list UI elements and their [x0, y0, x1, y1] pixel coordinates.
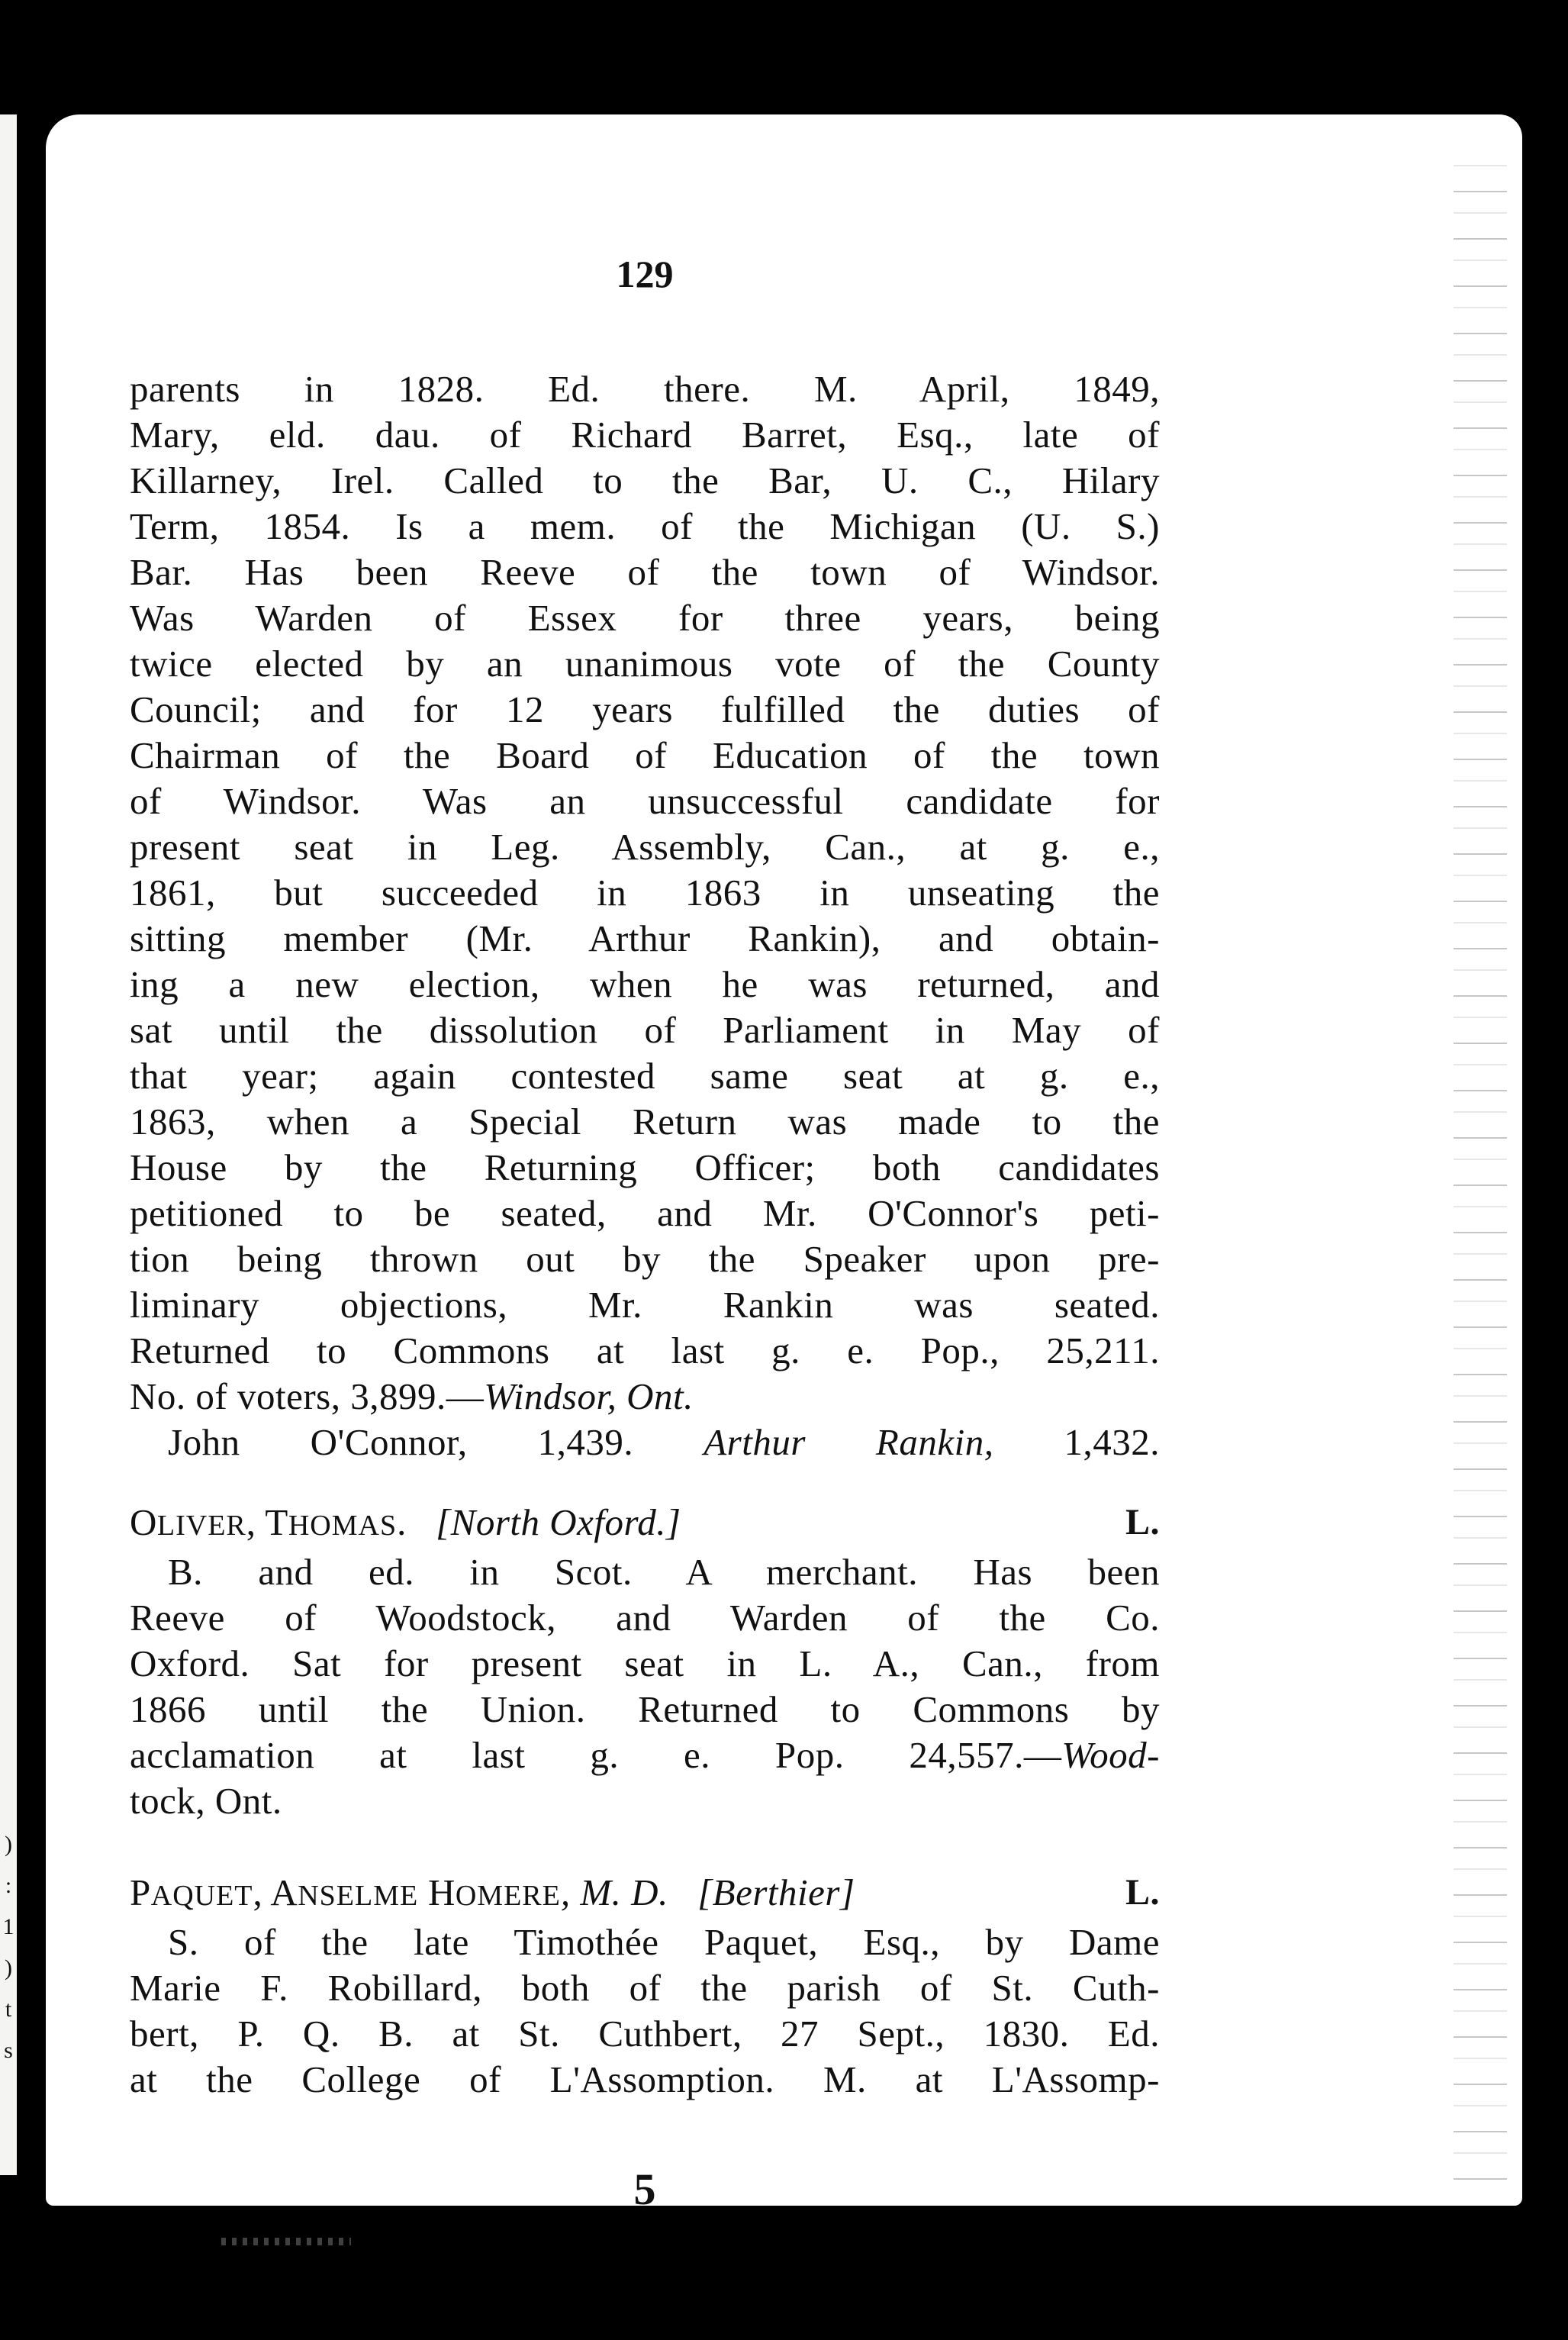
candidate-2-votes: 1,432. [1064, 1421, 1161, 1463]
text-line: parents in 1828. Ed. there. M. April, 1849, [130, 368, 1160, 410]
text-line: Marie F. Robillard, both of the parish of St. Cuth- [130, 1967, 1160, 2009]
text-line: tion being thrown out by the Speaker upon pre- [130, 1238, 1160, 1280]
page-edge-shading [1454, 145, 1507, 2190]
text-line: at the College of L'Assomption. M. at L'Assomp- [130, 2058, 1160, 2100]
text-line: acclamation at last g. e. Pop. 24,557.—Wood- [130, 1734, 1160, 1776]
signature-mark: 5 [633, 2164, 656, 2214]
text-line: 1866 until the Union. Returned to Commons by [130, 1688, 1160, 1730]
candidate-2-name: Arthur Rankin, [704, 1421, 994, 1463]
text-line: House by the Returning Officer; both candidates [130, 1146, 1160, 1188]
fragment: : [5, 1873, 12, 1898]
fragment: t [5, 1997, 12, 2022]
text-line: sitting member (Mr. Arthur Rankin), and obtain- [130, 917, 1160, 959]
entry-name: OLIVER, THOMAS. [North Oxford.] [130, 1501, 681, 1543]
text-line: tock, Ont. [130, 1780, 282, 1822]
text-line: present seat in Leg. Assembly, Can., at g. e., [130, 826, 1160, 868]
text-line: Council; and for 12 years fulfilled the duties of [130, 688, 1160, 730]
entry-header-paquet [130, 1870, 1160, 1917]
text-line: liminary objections, Mr. Rankin was seated. [130, 1284, 1160, 1326]
entry-name: PAQUET, ANSELME HOMERE, M. D. [Berthier] [130, 1871, 855, 1913]
text-line: bert, P. Q. B. at St. Cuthbert, 27 Sept., 1830. Ed. [130, 2013, 1160, 2055]
fragment: ) [5, 1832, 12, 1857]
entry-header-oliver [130, 1500, 1160, 1547]
text-line: B. and ed. in Scot. A merchant. Has been [168, 1551, 1160, 1593]
fragment: ) [5, 1955, 12, 1981]
party-badge: L. [1125, 1502, 1160, 1542]
text-line: that year; again contested same seat at g. e., [130, 1055, 1160, 1097]
scan-noise [221, 2238, 351, 2245]
fragment: s [4, 2038, 13, 2063]
text-line: Killarney, Irel. Called to the Bar, U. C., Hilary [130, 459, 1160, 501]
text-line: ing a new election, when he was returned, and [130, 963, 1160, 1005]
voters-count: No. of voters, 3,899.— [130, 1375, 485, 1417]
voters-line [130, 1374, 1160, 1421]
text-line: sat until the dissolution of Parliament in May of [130, 1009, 1160, 1051]
text-line: Chairman of the Board of Education of the town [130, 734, 1160, 776]
text-line: S. of the late Timothée Paquet, Esq., by Dame [168, 1921, 1160, 1963]
text-line: Mary, eld. dau. of Richard Barret, Esq., late of [130, 414, 1160, 456]
text-line: 1861, but succeeded in 1863 in unseating the [130, 872, 1160, 914]
riding: [North Oxford.] [436, 1501, 681, 1543]
party-badge: L. [1125, 1872, 1160, 1913]
text-line: Was Warden of Essex for three years, being [130, 597, 1160, 639]
text-line: 1863, when a Special Return was made to the [130, 1101, 1160, 1143]
text-line: Reeve of Woodstock, and Warden of the Co. [130, 1597, 1160, 1639]
voters-place: Windsor, Ont. [484, 1375, 694, 1417]
text-line: petitioned to be seated, and Mr. O'Connor's peti- [130, 1192, 1160, 1234]
text-line: Returned to Commons at last g. e. Pop., 25,211. [130, 1330, 1160, 1371]
text-line: Bar. Has been Reeve of the town of Windsor. [130, 551, 1160, 593]
page-number: 129 [616, 253, 674, 295]
text-line: Oxford. Sat for present seat in L. A., Can., from [130, 1642, 1160, 1684]
fragment: 1 [2, 1914, 14, 1939]
election-result [168, 1420, 1160, 1467]
text-line: twice elected by an unanimous vote of the County [130, 643, 1160, 685]
text-line: Term, 1854. Is a mem. of the Michigan (U. S.) [130, 505, 1160, 547]
riding: [Berthier] [697, 1871, 855, 1913]
candidate-1-result: John O'Connor, 1,439. [168, 1421, 634, 1463]
adjacent-page-fragments [0, 1824, 17, 2071]
text-line: of Windsor. Was an unsuccessful candidate for [130, 780, 1160, 822]
